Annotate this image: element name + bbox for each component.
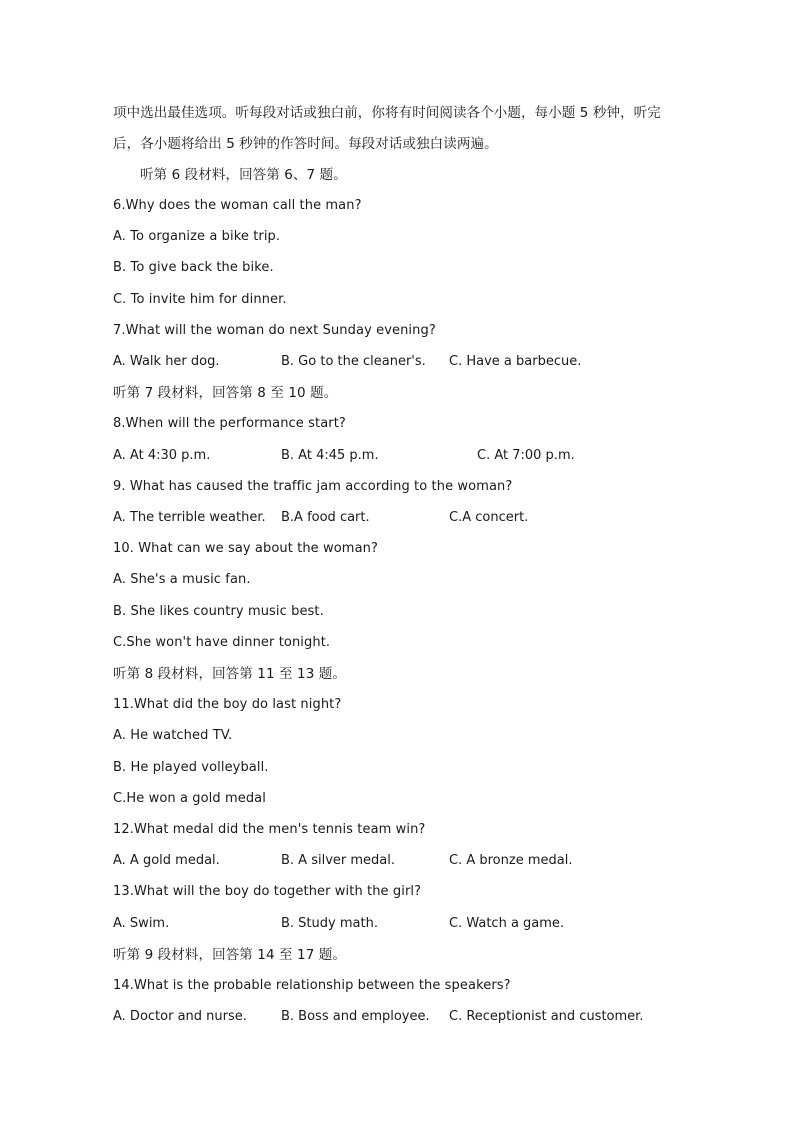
option-6a: A. To organize a bike trip. bbox=[113, 229, 281, 244]
option-8c: C. At 7:00 p.m. bbox=[477, 448, 575, 463]
section-header-6: 听第 6 段材料，回答第 6、7 题。 bbox=[140, 167, 347, 183]
option-12a: A. A gold medal. bbox=[113, 853, 220, 868]
section-header-7: 听第 7 段材料，回答第 8 至 10 题。 bbox=[113, 385, 338, 401]
question-8: 8.When will the performance start? bbox=[113, 416, 346, 431]
option-10b: B. She likes country music best. bbox=[113, 604, 324, 619]
question-6: 6.Why does the woman call the man? bbox=[113, 198, 362, 213]
option-7a: A. Walk her dog. bbox=[113, 354, 220, 369]
question-9: 9. What has caused the traffic jam according to the woman? bbox=[113, 479, 513, 494]
intro-line-2: 后，各小题将给出 5 秒钟的作答时间。每段对话或独白读两遍。 bbox=[113, 136, 498, 152]
question-7: 7.What will the woman do next Sunday evening? bbox=[113, 323, 436, 338]
section-header-9: 听第 9 段材料，回答第 14 至 17 题。 bbox=[113, 947, 346, 963]
question-13: 13.What will the boy do together with the girl? bbox=[113, 884, 422, 899]
question-11: 11.What did the boy do last night? bbox=[113, 697, 342, 712]
option-10a: A. She's a music fan. bbox=[113, 572, 251, 587]
option-11a: A. He watched TV. bbox=[113, 728, 233, 743]
option-11b: B. He played volleyball. bbox=[113, 760, 269, 775]
option-7c: C. Have a barbecue. bbox=[449, 354, 582, 369]
option-13c: C. Watch a game. bbox=[449, 916, 565, 931]
option-14c: C. Receptionist and customer. bbox=[449, 1009, 644, 1024]
option-14b: B. Boss and employee. bbox=[281, 1009, 430, 1024]
question-12: 12.What medal did the men's tennis team win? bbox=[113, 822, 426, 837]
option-10c: C.She won't have dinner tonight. bbox=[113, 635, 331, 650]
option-8b: B. At 4:45 p.m. bbox=[281, 448, 379, 463]
option-13b: B. Study math. bbox=[281, 916, 378, 931]
option-6b: B. To give back the bike. bbox=[113, 260, 274, 275]
question-10: 10. What can we say about the woman? bbox=[113, 541, 378, 556]
option-6c: C. To invite him for dinner. bbox=[113, 292, 287, 307]
option-12c: C. A bronze medal. bbox=[449, 853, 573, 868]
option-11c: C.He won a gold medal bbox=[113, 791, 266, 806]
option-12b: B. A silver medal. bbox=[281, 853, 395, 868]
question-14: 14.What is the probable relationship between the speakers? bbox=[113, 978, 511, 993]
option-9c: C.A concert. bbox=[449, 510, 529, 525]
option-14a: A. Doctor and nurse. bbox=[113, 1009, 247, 1024]
section-header-8: 听第 8 段材料，回答第 11 至 13 题。 bbox=[113, 666, 346, 682]
option-8a: A. At 4:30 p.m. bbox=[113, 448, 211, 463]
option-9a: A. The terrible weather. bbox=[113, 510, 266, 525]
intro-line-1: 项中选出最佳选项。听每段对话或独白前，你将有时间阅读各个小题，每小题 5 秒钟，听完 bbox=[113, 105, 661, 121]
option-9b: B.A food cart. bbox=[281, 510, 370, 525]
option-7b: B. Go to the cleaner's. bbox=[281, 354, 426, 369]
option-13a: A. Swim. bbox=[113, 916, 170, 931]
